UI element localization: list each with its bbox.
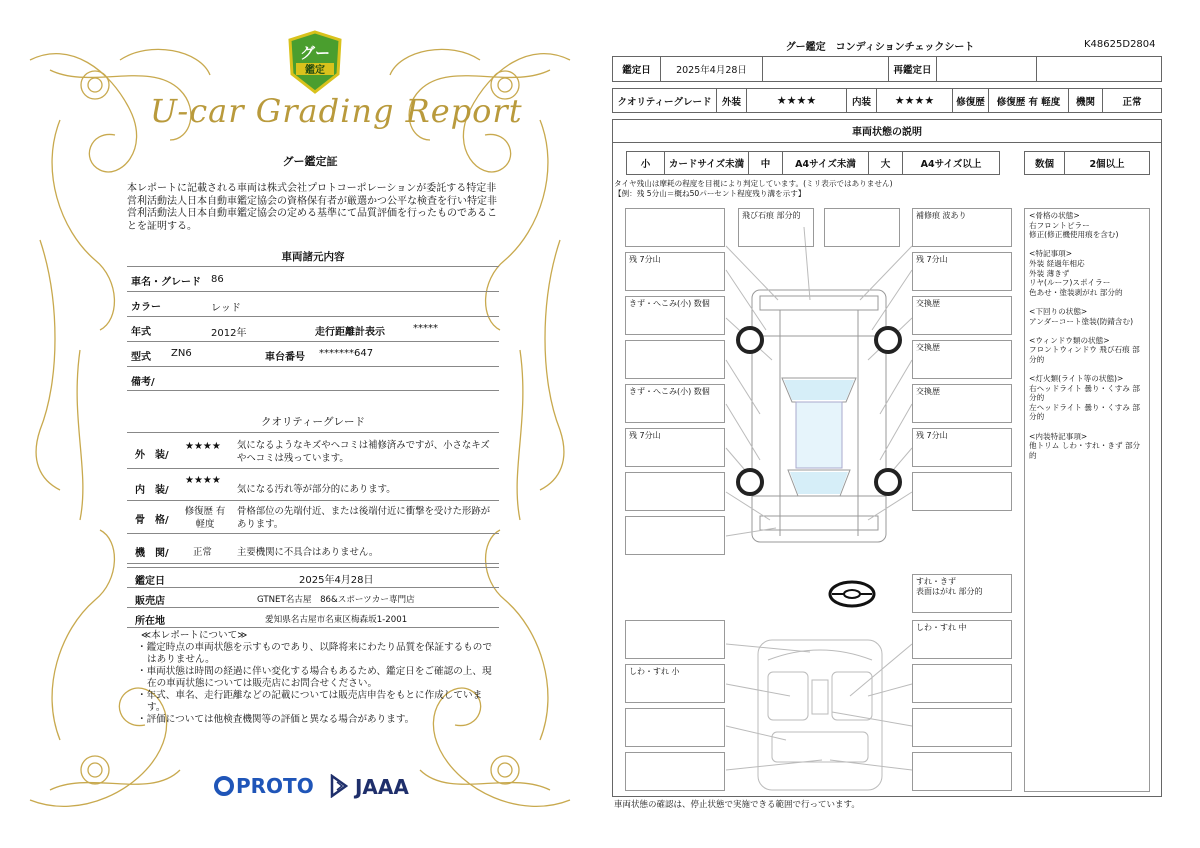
legend-count-desc: 2個以上 (1089, 159, 1125, 170)
appraisal-dealer-label: 販売店 (135, 596, 165, 607)
legend-small: 小 (627, 152, 665, 174)
exterior-box-left: 残 7分山 (625, 252, 725, 291)
interior-box-right (912, 664, 1012, 703)
spec-row-name (127, 267, 499, 292)
interior-box-left (625, 708, 725, 747)
spec-row-remarks (127, 367, 499, 391)
spec-name-label: 車名・グレード (131, 277, 201, 288)
specs-table (127, 266, 499, 391)
legend-small-desc: カードサイズ未満 (665, 152, 749, 174)
exterior-box-right (912, 472, 1012, 511)
script-title: U-car Grading Report (150, 92, 523, 130)
quality-exterior-text: 気になるようなキズやヘコミは補修済みですが、小さなキズやヘコミは残っています。 (237, 440, 490, 464)
quality-engine-text: 主要機関に不具合はありません。 (237, 547, 379, 558)
exterior-box-left: きず・へこみ(小) 数個 (625, 384, 725, 423)
appraisal-address-label: 所在地 (135, 616, 165, 627)
spec-model-value: ZN6 (171, 348, 192, 359)
note-item: ・年式、車名、走行距離などの記載については販売店申告をもとに作成しています。 (137, 690, 483, 713)
rear-bumper (760, 516, 878, 530)
engine-label: 機関 (1069, 89, 1103, 112)
exterior-box-top (824, 208, 900, 247)
interior-stars: ★★★★ (877, 89, 953, 112)
legend-count: 数個 (1025, 152, 1065, 174)
exterior-box-left (625, 472, 725, 511)
state-group-title: <ウィンドウ類の状態> (1029, 335, 1110, 345)
interior-diagram (726, 640, 912, 790)
appraisal-row-date (127, 568, 499, 588)
state-line: 右ヘッドライト 曇り・くすみ 部分的 (1029, 383, 1140, 403)
explain-title: 車両状態の説明 (612, 119, 1162, 143)
spec-chassis-label: 車台番号 (265, 352, 305, 363)
spec-odo-label: 走行距離計表示 (315, 327, 385, 338)
state-line: リヤ(ルーフ)スポイラー (1029, 278, 1111, 288)
quality-interior-text: 気になる汚れ等が部分的にあります。 (237, 484, 396, 495)
quality-engine-label: 機 関/ (135, 548, 169, 559)
quality-frame-text: 骨格部位の先端付近、または後端付近に衝撃を受けた形跡があります。 (237, 506, 491, 530)
tire-note-1: タイヤ残山は摩耗の程度を目視により判定しています。(ミリ表示ではありません) (614, 179, 893, 188)
interior-box-right: しわ・すれ 中 (912, 620, 1012, 659)
quality-interior-stars: ★★★★ (185, 475, 221, 486)
spec-row-year (127, 317, 499, 342)
spec-color-label: カラー (131, 302, 161, 313)
state-group-title: <下回りの状態> (1029, 306, 1088, 316)
interior-box-left (625, 752, 725, 791)
legend-large-desc: A4サイズ以上 (920, 159, 982, 170)
badge-text-2: 鑑定 (305, 65, 325, 76)
report-notes (135, 630, 495, 726)
spec-chassis-value: *******647 (319, 348, 374, 359)
specs-title: 車両諸元内容 (281, 251, 345, 263)
appraisal-date-value: 2025年4月28日 (299, 575, 374, 586)
interior-box-left (625, 620, 725, 659)
sheet-number: K48625D2804 (1084, 39, 1156, 50)
appraisal-table (127, 567, 499, 628)
proto-mark-icon (214, 776, 234, 796)
quality-row-interior (127, 469, 499, 501)
badge-text-1: グー (299, 44, 331, 62)
state-line: 他トリム しわ・すれ・きず 部分的 (1029, 441, 1141, 460)
state-group-frame (1029, 211, 1145, 240)
exterior-box-left (625, 516, 725, 555)
appraisal-row-dealer (127, 588, 499, 608)
state-line: 外装 薄きず (1029, 268, 1070, 278)
note-item: ・評価については他検査機関等の評価と異なる場合があります。 (137, 714, 415, 725)
interior-label: 内装 (847, 89, 877, 112)
state-group-title: <灯火類(ライト等の状態)> (1029, 374, 1124, 384)
quality-frame-value: 修復歴 有 軽度 (184, 506, 226, 530)
appraisal-row-address (127, 608, 499, 628)
reappraisal-label: 再鑑定日 (889, 57, 937, 81)
state-group-windows (1029, 336, 1145, 365)
legend-medium: 中 (749, 152, 783, 174)
certificate-intro: 本レポートに記載される車両は株式会社プロトコーポレーションが委託する特定非営利活動法人日本自動車鑑定協会の資格保有者が厳選かつ公平な検査を行い特定非営利活動法人日本自動車鑑定協会の定める基準にて品質評価を行ったものであることを証明する。 (127, 183, 497, 232)
condition-check-sheet (600, 0, 1200, 848)
exterior-box-left (625, 208, 725, 247)
legend-medium-desc: A4サイズ未満 (783, 152, 869, 174)
exterior-box-right: 交換歴 (912, 340, 1012, 379)
spec-row-color (127, 292, 499, 317)
interior-box-left: しわ・すれ 小 (625, 664, 725, 703)
quality-exterior-label: 外 装/ (135, 450, 169, 461)
note-item: ・鑑定時点の車両状態を示すものであり、以降将来にわたり品質を保証するものではありません。 (137, 642, 492, 665)
legend-large: 大 (869, 152, 903, 174)
sheet-title: グー鑑定 コンディションチェックシート (785, 42, 975, 53)
state-line: 右フロントピラー (1029, 220, 1090, 230)
exterior-box-right: 補修痕 波あり (912, 208, 1012, 247)
note-item: ・車両状態は時間の経過に伴い変化する場合もあるため、鑑定日をご確認の上、現在の車両状態については販売店にお問合せください。 (137, 666, 492, 689)
steering-box: すれ・きず 表面はがれ 部分的 (912, 574, 1012, 613)
goo-appraisal-badge (286, 30, 344, 96)
spec-name-value: 86 (211, 274, 224, 285)
state-group-special (1029, 249, 1145, 297)
tire-note-2: 【例：残 5分山＝概ね50パーセント程度残り溝を示す】 (614, 189, 806, 198)
appraisal-date-label: 鑑定日 (135, 576, 165, 587)
proto-logo (214, 774, 314, 798)
exterior-label: 外装 (717, 89, 747, 112)
interior-box-right (912, 752, 1012, 791)
exterior-box-right: 残 7分山 (912, 428, 1012, 467)
steering-wheel-icon (830, 582, 874, 606)
spec-model-label: 型式 (131, 352, 151, 363)
certificate-heading: グー鑑定証 (282, 155, 338, 168)
state-group-lights (1029, 374, 1145, 422)
repair-label: 修復歴 (953, 89, 989, 112)
exterior-box-left: きず・へこみ(小) 数個 (625, 296, 725, 335)
jaaa-logo-text: JAAA (354, 775, 409, 799)
exterior-stars: ★★★★ (747, 89, 847, 112)
quality-table (127, 432, 499, 564)
quality-row-frame (127, 501, 499, 534)
exterior-box-right: 交換歴 (912, 384, 1012, 423)
grade-label: クオリティーグレード (613, 89, 717, 112)
date-label: 鑑定日 (613, 57, 661, 81)
quality-title: クオリティーグレード (261, 416, 365, 428)
state-line: アンダーコート塗装(防錆含む) (1029, 316, 1134, 326)
spec-row-model (127, 342, 499, 367)
state-group-title: <骨格の状態> (1029, 211, 1080, 220)
quality-row-engine (127, 534, 499, 564)
exterior-box-right: 残 7分山 (912, 252, 1012, 291)
footer-note: 車両状態の確認は、停止状態で実施できる範囲で行っています。 (614, 800, 860, 810)
exterior-box-top: 飛び石痕 部分的 (738, 208, 814, 247)
state-line: 色あせ・塗装剥がれ 部分的 (1029, 287, 1123, 297)
state-line: 外装 経過年相応 (1029, 258, 1085, 268)
quality-row-exterior (127, 433, 499, 469)
appraisal-address-value: 愛知県名古屋市名東区梅森坂1-2001 (265, 615, 408, 625)
spec-remarks-label: 備考/ (131, 377, 155, 388)
state-group-title: <特記事項> (1029, 249, 1073, 259)
repair-value: 修復歴 有 軽度 (989, 89, 1069, 112)
date-value: 2025年4月28日 (661, 57, 763, 81)
exterior-box-right: 交換歴 (912, 296, 1012, 335)
engine-value: 正常 (1122, 96, 1142, 108)
state-group-interior (1029, 432, 1145, 461)
interior-box-right (912, 708, 1012, 747)
notes-title: ≪本レポートについて≫ (141, 630, 248, 641)
exterior-box-left (625, 340, 725, 379)
jaaa-mark-icon (330, 774, 348, 798)
spec-odo-value: ***** (413, 323, 438, 334)
appraisal-dealer-value: GTNET名古屋 86&スポーツカー専門店 (257, 595, 415, 605)
logos (214, 770, 414, 800)
quality-exterior-stars: ★★★★ (185, 441, 221, 452)
proto-logo-text: PROTO (236, 774, 314, 798)
state-group-title: <内装特記事項> (1029, 431, 1088, 441)
state-group-underbody (1029, 307, 1145, 326)
quality-frame-label: 骨 格/ (135, 515, 169, 526)
front-bumper (760, 296, 878, 310)
state-line: 修正(修正機使用痕を含む) (1029, 230, 1119, 240)
jaaa-logo (330, 774, 409, 799)
spec-year-value: 2012年 (211, 328, 247, 339)
condition-state-panel (1024, 208, 1150, 792)
exterior-box-left: 残 7分山 (625, 428, 725, 467)
quality-interior-label: 内 装/ (135, 485, 169, 496)
state-line: 左ヘッドライト 曇り・くすみ 部分的 (1029, 402, 1140, 422)
spec-year-label: 年式 (131, 327, 151, 338)
spec-color-value: レッド (211, 303, 241, 314)
state-line: フロントウィンドウ 飛び石痕 部分的 (1029, 345, 1140, 364)
quality-engine-value: 正常 (193, 547, 212, 558)
